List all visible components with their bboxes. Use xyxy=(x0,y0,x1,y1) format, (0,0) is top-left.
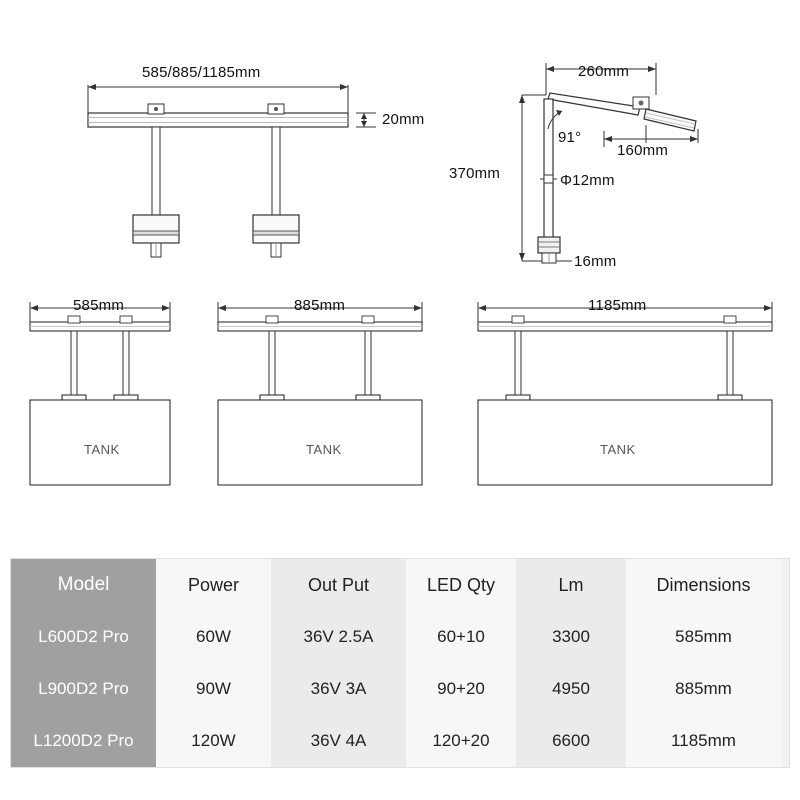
model-885-svg xyxy=(210,290,430,500)
spec-cell-output-1: 36V 2.5A xyxy=(271,611,406,663)
spec-cell-led-qty-3: 120+20 xyxy=(406,715,516,767)
spec-column-dimensions xyxy=(626,559,781,767)
model-885-size-label: 885mm xyxy=(294,297,346,314)
spec-cell-dimensions-2: 885mm xyxy=(626,663,781,715)
spec-cell-lumens-3: 6600 xyxy=(516,715,626,767)
tank-label-885: TANK xyxy=(306,442,342,457)
spec-cell-output-2: 36V 3A xyxy=(271,663,406,715)
spec-header-lumens: Lm xyxy=(516,559,626,611)
top-view-thickness-label: 20mm xyxy=(382,111,425,128)
bracket-length-label: 160mm xyxy=(617,142,669,159)
spec-cell-power-2: 90W xyxy=(156,663,271,715)
side-view-drawing xyxy=(500,55,730,285)
spec-column-model xyxy=(11,559,156,767)
spec-cell-lumens-2: 4950 xyxy=(516,663,626,715)
model-1185-svg xyxy=(470,290,780,500)
top-view-width-label: 585/885/1185mm xyxy=(142,64,261,81)
top-view-drawing xyxy=(60,55,390,275)
model-drawing-885 xyxy=(210,290,430,500)
spec-header-led-qty: LED Qty xyxy=(406,559,516,611)
model-585-svg xyxy=(20,290,180,500)
spec-cell-dimensions-3: 1185mm xyxy=(626,715,781,767)
model-1185-size-label: 1185mm xyxy=(588,297,647,314)
spec-header-power: Power xyxy=(156,559,271,611)
spec-cell-model-2: L900D2 Pro xyxy=(11,663,156,715)
arm-length-label: 260mm xyxy=(578,63,630,80)
hole-diameter-label: Φ12mm xyxy=(560,172,615,189)
spec-header-model: Model xyxy=(11,559,156,611)
spec-column-output xyxy=(271,559,406,767)
spec-column-led-qty xyxy=(406,559,516,767)
spec-cell-led-qty-2: 90+20 xyxy=(406,663,516,715)
spec-column-power xyxy=(156,559,271,767)
spec-cell-output-3: 36V 4A xyxy=(271,715,406,767)
spec-cell-model-1: L600D2 Pro xyxy=(11,611,156,663)
model-drawing-1185 xyxy=(470,290,780,500)
side-view-svg xyxy=(500,55,730,285)
spec-column-lumens xyxy=(516,559,626,767)
angle-label: 91° xyxy=(558,129,582,146)
model-585-size-label: 585mm xyxy=(73,297,125,314)
spec-cell-power-3: 120W xyxy=(156,715,271,767)
spec-table xyxy=(10,558,790,768)
spec-header-output: Out Put xyxy=(271,559,406,611)
tank-label-1185: TANK xyxy=(600,442,636,457)
spec-cell-model-3: L1200D2 Pro xyxy=(11,715,156,767)
clamp-width-label: 16mm xyxy=(574,253,617,270)
spec-cell-lumens-1: 3300 xyxy=(516,611,626,663)
top-view-svg xyxy=(60,55,390,275)
spec-header-dimensions: Dimensions xyxy=(626,559,781,611)
model-drawing-585 xyxy=(20,290,180,500)
tank-label-585: TANK xyxy=(84,442,120,457)
height-label: 370mm xyxy=(449,165,501,182)
spec-cell-led-qty-1: 60+10 xyxy=(406,611,516,663)
spec-cell-dimensions-1: 585mm xyxy=(626,611,781,663)
spec-cell-power-1: 60W xyxy=(156,611,271,663)
